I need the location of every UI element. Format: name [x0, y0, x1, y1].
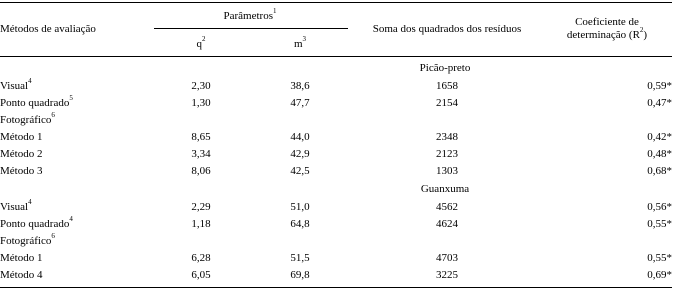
cell-q: 6,28 [191, 252, 211, 264]
cell-q: 6,05 [191, 269, 211, 281]
table-row-method: Método 1 [0, 252, 43, 264]
header-ssr: Soma dos quadrados dos resíduos [372, 23, 522, 35]
table-row-method: Visual$^4$ [0, 77, 32, 92]
cell-ssr: 2348 [436, 131, 458, 143]
table-row-method: Método 1 [0, 131, 43, 143]
cell-m: 47,7 [290, 97, 310, 109]
table-row-method: Visual$^4$ [0, 198, 32, 213]
table-row-method: Ponto quadrado$^5$ [0, 94, 73, 109]
cell-r2: 0,59* [647, 80, 672, 92]
top-rule [0, 2, 672, 3]
cell-ssr: 2123 [436, 148, 458, 160]
header-params: Parâmetros$^1$ [223, 7, 277, 22]
table-row-method: Método 4 [0, 269, 43, 281]
table-row-method: Fotográfico$^6$ [0, 232, 55, 247]
cell-r2: 0,55* [647, 252, 672, 264]
cell-ssr: 4624 [436, 218, 458, 230]
cell-q: 8,06 [191, 165, 211, 177]
cell-ssr: 4562 [436, 201, 458, 213]
cell-m: 69,8 [290, 269, 310, 281]
cell-ssr: 3225 [436, 269, 458, 281]
table-row-method: Ponto quadrado$^4$ [0, 215, 73, 230]
cell-r2: 0,47* [647, 97, 672, 109]
cell-q: 8,65 [191, 131, 211, 143]
cell-r2: 0,56* [647, 201, 672, 213]
bottom-rule [0, 287, 672, 288]
cell-q: 2,29 [191, 201, 211, 213]
header-q: $q^2$ [196, 35, 206, 50]
cell-q: 3,34 [191, 148, 211, 160]
cell-m: 64,8 [290, 218, 310, 230]
cell-m: 42,9 [290, 148, 310, 160]
header-coef: Coeficiente de determinação $(R^2)$ [566, 16, 648, 41]
cell-q: 1,18 [191, 218, 211, 230]
cell-m: 44,0 [290, 131, 310, 143]
table-row-method: Método 3 [0, 165, 43, 177]
cell-m: 51,5 [290, 252, 310, 264]
cell-r2: 0,48* [647, 148, 672, 160]
cell-r2: 0,42* [647, 131, 672, 143]
section-title: Picão-preto [419, 62, 471, 74]
cell-m: 38,6 [290, 80, 310, 92]
header-bottom-rule [0, 56, 672, 57]
cell-r2: 0,68* [647, 165, 672, 177]
cell-m: 51,0 [290, 201, 310, 213]
cell-ssr: 2154 [436, 97, 458, 109]
section-title: Guanxuma [420, 183, 470, 195]
cell-q: 2,30 [191, 80, 211, 92]
table-row-method: Método 2 [0, 148, 43, 160]
cell-r2: 0,69* [647, 269, 672, 281]
table-row-method: Fotográfico$^6$ [0, 111, 55, 126]
cell-q: 1,30 [191, 97, 211, 109]
header-methods: Métodos de avaliação [0, 23, 96, 35]
params-underline [154, 28, 348, 29]
cell-ssr: 4703 [436, 252, 458, 264]
cell-m: 42,5 [290, 165, 310, 177]
cell-r2: 0,55* [647, 218, 672, 230]
header-m: $m^3$ [293, 35, 307, 50]
cell-ssr: 1658 [436, 80, 458, 92]
cell-ssr: 1303 [436, 165, 458, 177]
